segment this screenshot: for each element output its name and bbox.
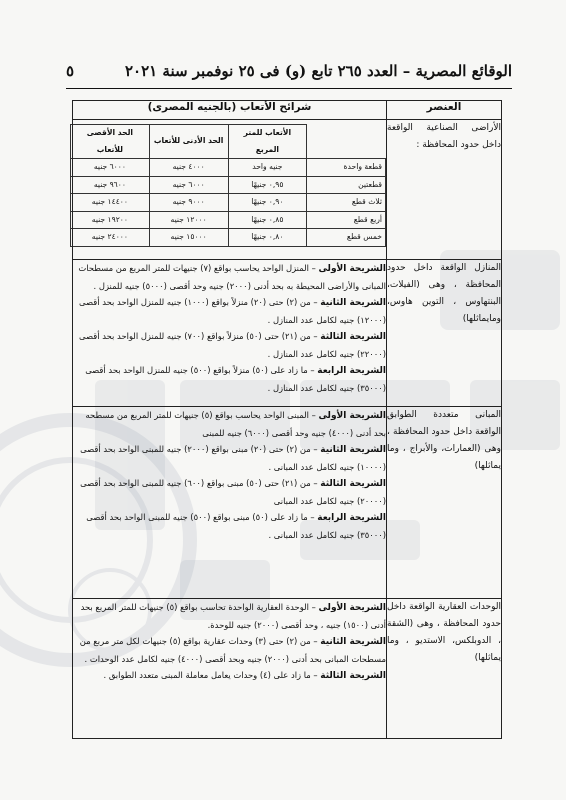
- inner-row: [71, 176, 386, 194]
- tier-text: – من (٢١) حتى (٥٠) مبنى بواقع (٦٠٠) جنيه للمبنى الواحد بحد أقصى (٢٠٠٠٠) جنيه لكامل عدد المبانى: [80, 478, 386, 506]
- inner-row-label: قطعتين: [307, 176, 386, 194]
- page-header: [66, 58, 512, 84]
- tier-name: الشريحة الأولى: [318, 603, 386, 613]
- inner-cell-max: ١٤٤٠٠ جنيه: [71, 194, 150, 212]
- tier-text: – من (٢) حتى (٢٠) منزلاً بواقع (١٠٠٠) جنيه للمنزل الواحد بحد أقصى (١٢٠٠٠) جنيه لكامل عدد المنازل .: [79, 297, 386, 325]
- tier-item: [73, 328, 386, 362]
- tier-text: – المبنى الواحد يحاسب بواقع (٥) جنيهات للمتر المربع من مسطحه بحد أدنى (٤٠٠٠) جنيه وحد أقصى (٦٠٠٠) جنيه للمبنى: [85, 410, 386, 438]
- inner-cell-min: ٦٠٠٠ جنيه: [149, 176, 228, 194]
- inner-header-per-m2: الأتعاب للمتر المربع: [228, 125, 307, 159]
- inner-header-max: الحد الأقصى للأتعاب: [71, 125, 150, 159]
- tier-name: الشريحة الرابعة: [317, 366, 386, 376]
- inner-cell-per-m2: ٠,٨٥ جنيهًا: [228, 211, 307, 229]
- tier-name: الشريحة الثالثة: [320, 332, 386, 342]
- tier-name: الشريحة الثالثة: [320, 479, 386, 489]
- tier-text: – الوحدة العقارية الواحدة تحاسب بواقع (٥) جنيهات للمتر المربع بحد أدنى (١٥٠٠) جنيه ، وحد أقصى (٢٠٠٠) جنيه للوحدة.: [80, 602, 386, 630]
- tier-item: [73, 294, 386, 328]
- tier-text: – من (٢) حتى (٣) وحدات عقارية بواقع (٥) جنيهات لكل متر مربع من مسطحات المبانى بحد أدنى (٢٠٠٠) جنيه وبحد أقصى (٤٠٠٠) جنيه لكامل عدد الوحدات .: [79, 636, 386, 664]
- inner-cell-min: ١٥٠٠٠ جنيه: [149, 229, 228, 247]
- element-cell: المنازل الواقعة داخل حدود المحافظة ، وهى (الفيلات، البنتهاوس ، التوين هاوس، ومايماثلها): [387, 260, 502, 407]
- tier-item: [73, 260, 386, 294]
- tier-name: الشريحة الثانية: [320, 445, 386, 455]
- inner-row: [71, 229, 386, 247]
- tier-item: [73, 509, 386, 543]
- tier-text: – المنزل الواحد يحاسب بواقع (٧) جنيهات للمتر المربع من مسطحات المبانى والأراضى المحيطة به بحد أدنى (٢٠٠٠) جنيه وحد أقصى (٥٠٠٠) جنيه للمنزل .: [78, 263, 386, 291]
- tier-text: – ما زاد على (٥٠) مبنى بواقع (٥٠٠) جنيه للمبنى الواحد بحد أقصى (٣٥٠٠٠) جنيه لكامل عدد المبانى .: [86, 512, 386, 540]
- fees-cell: [73, 120, 387, 260]
- column-header-element: العنصر: [387, 101, 502, 120]
- inner-cell-per-m2: ٠,٩٥ جنيهًا: [228, 176, 307, 194]
- inner-cell-max: ٢٤٠٠٠ جنيه: [71, 229, 150, 247]
- element-cell: الوحدات العقارية الواقعة داخل حدود المحافظة ، وهى (الشقة ، الدوبلكس، الاستديو ، وما يماثلها): [387, 599, 502, 739]
- inner-cell-min: ٤٠٠٠ جنيه: [149, 159, 228, 177]
- element-cell: الأراضى الصناعية الواقعة داخل حدود المحافظة :: [387, 120, 502, 260]
- header-title: الوقائع المصرية – العدد ٢٦٥ تابع (و) فى ٢٥ نوفمبر سنة ٢٠٢١: [124, 62, 512, 80]
- inner-header-row: [71, 125, 386, 159]
- tier-item: [73, 599, 386, 633]
- tier-item: [73, 475, 386, 509]
- tier-text: – ما زاد على (٤) وحدات يعامل معاملة المبنى متعدد الطوابق .: [103, 670, 321, 680]
- inner-cell-max: ١٩٢٠٠ جنيه: [71, 211, 150, 229]
- inner-row-label: خمس قطع: [307, 229, 386, 247]
- industrial-fees-table: [70, 124, 386, 247]
- inner-cell-per-m2: ٠,٨٠ جنيهًا: [228, 229, 307, 247]
- tier-name: الشريحة الثالثة: [320, 671, 386, 681]
- inner-cell-per-m2: جنيه واحد: [228, 159, 307, 177]
- inner-row-label: أربع قطع: [307, 211, 386, 229]
- tier-text: – من (٢) حتى (٢٠) مبنى بواقع (٢٠٠٠) جنيه للمبنى الواحد بحد أقصى (١٠٠٠٠) جنيه لكامل عدد المبانى .: [80, 444, 386, 472]
- table-row: [73, 407, 502, 599]
- fees-table: [72, 100, 502, 739]
- tier-text: – ما زاد على (٥٠) منزلاً بواقع (٥٠٠) جنيه للمنزل الواحد بحد أقصى (٣٥٠٠٠) جنيه لكامل عدد المنازل .: [85, 365, 386, 393]
- tier-name: الشريحة الثانية: [320, 298, 386, 308]
- tier-text: – من (٢١) حتى (٥٠) منزلاً بواقع (٧٠٠) جنيه للمنزل الواحد بحد أقصى (٢٢٠٠٠) جنيه لكامل عدد المنازل .: [79, 331, 386, 359]
- inner-row: [71, 159, 386, 177]
- header-rule: [66, 88, 512, 89]
- tier-name: الشريحة الرابعة: [317, 513, 386, 523]
- page-number: ٥: [66, 62, 75, 80]
- inner-cell-max: ٩٦٠٠ جنيه: [71, 176, 150, 194]
- inner-cell-per-m2: ٠,٩٠ جنيهًا: [228, 194, 307, 212]
- inner-row: [71, 194, 386, 212]
- fees-cell: [73, 599, 387, 739]
- tier-item: [73, 362, 386, 396]
- inner-row-label: ثلاث قطع: [307, 194, 386, 212]
- element-cell: المبانى متعددة الطوابق الواقعة داخل حدود المحافظة ، وهى (العمارات، والأبراج ، وما يماثلها): [387, 407, 502, 599]
- inner-cell-min: ١٢٠٠٠ جنيه: [149, 211, 228, 229]
- table-row: [73, 260, 502, 407]
- tier-item: [73, 667, 386, 685]
- table-row: [73, 120, 502, 260]
- inner-header-blank: [307, 125, 386, 159]
- tier-name: الشريحة الثانية: [320, 637, 386, 647]
- tier-item: [73, 441, 386, 475]
- fees-cell: [73, 260, 387, 407]
- fees-table-header-row: [73, 101, 502, 120]
- inner-row: [71, 211, 386, 229]
- fees-cell: [73, 407, 387, 599]
- inner-row-label: قطعة واحدة: [307, 159, 386, 177]
- column-header-fees: شرائح الأتعاب (بالجنيه المصرى): [73, 101, 387, 120]
- inner-cell-min: ٩٠٠٠ جنيه: [149, 194, 228, 212]
- tier-name: الشريحة الأولى: [318, 411, 386, 421]
- tier-item: [73, 407, 386, 441]
- tier-item: [73, 633, 386, 667]
- table-row: [73, 599, 502, 739]
- inner-header-min: الحد الأدنى للأتعاب: [149, 125, 228, 159]
- inner-cell-max: ٦٠٠٠ جنيه: [71, 159, 150, 177]
- tier-name: الشريحة الأولى: [318, 264, 386, 274]
